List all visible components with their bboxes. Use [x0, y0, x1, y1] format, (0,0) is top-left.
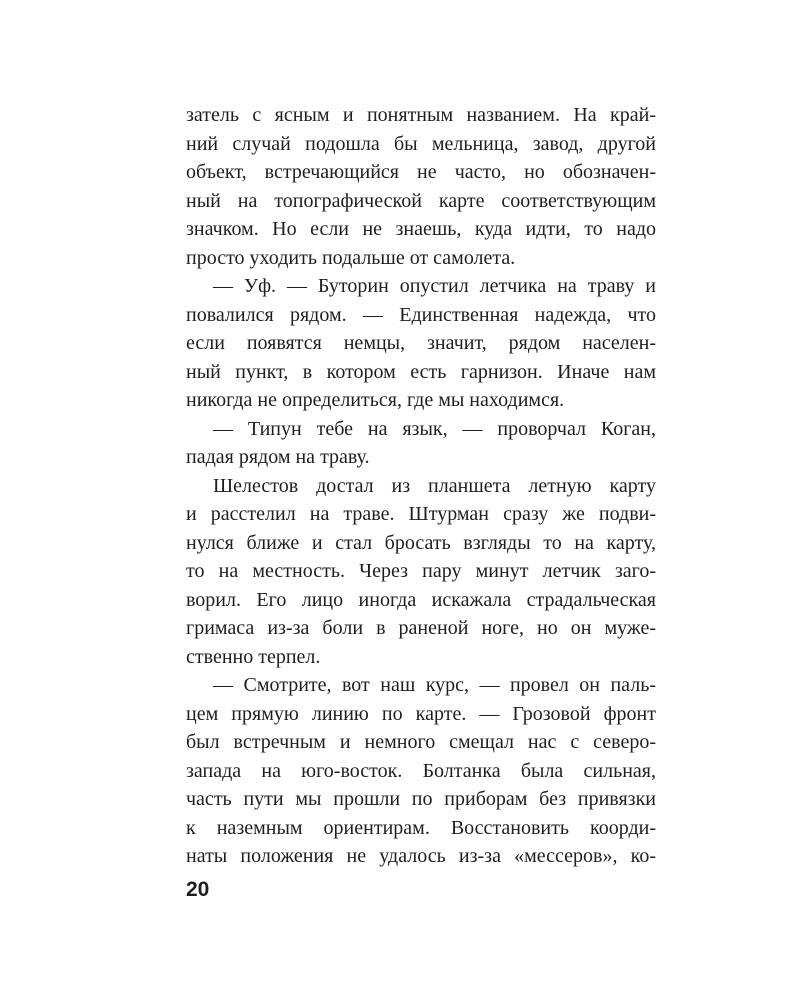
text-line: падая рядом на траву.	[186, 446, 370, 468]
text-line: ственно терпел.	[186, 645, 321, 668]
text-line: то на местность. Через пару минут летчик заго-	[186, 560, 656, 582]
text-line: нулся ближе и стал бросать взгляды то на карту,	[186, 531, 656, 554]
text-line: ворил. Его лицо иногда искажала страдальческая	[186, 588, 656, 611]
page-number: 20	[186, 878, 210, 901]
text-line: к наземным ориентирам. Восстановить коорди-	[186, 816, 656, 839]
text-line: — Типун тебе на язык, — проворчал Коган,	[213, 417, 656, 440]
text-line: ный пункт, в котором есть гарнизон. Иначе нам	[186, 360, 656, 383]
text-line: Шелестов достал из планшета летную карту	[213, 474, 656, 497]
text-line: часть пути мы прошли по приборам без привязки	[186, 788, 656, 810]
text-line: — Смотрите, вот наш курс, — провел он паль-	[213, 674, 656, 696]
text-line: объект, встречающийся не часто, но обозначен-	[186, 161, 656, 183]
text-line: запада на юго-восток. Болтанка была сильная,	[186, 759, 656, 782]
text-line: если появятся немцы, значит, рядом населен-	[186, 332, 656, 354]
text-line: просто уходить подальше от самолета.	[186, 246, 516, 269]
text-line: ный на топографической карте соответствующим	[186, 189, 656, 212]
body-text	[186, 101, 656, 871]
text-line: был встречным и немного смещал нас с северо-	[186, 731, 656, 753]
text-line: наты положения не удалось из-за «мессеров», ко-	[186, 845, 656, 867]
text-line: повалился рядом. — Единственная надежда, что	[186, 303, 656, 326]
text-line: никогда не определиться, где мы находимся.	[186, 389, 565, 411]
text-line: — Уф. — Буторин опустил летчика на траву и	[213, 275, 656, 297]
text-line: затель с ясным и понятным названием. На край-	[186, 104, 656, 126]
text-line: значком. Но если не знаешь, куда идти, то надо	[186, 218, 656, 240]
text-line: цем прямую линию по карте. — Грозовой фронт	[186, 702, 656, 725]
text-line: ний случай подошла бы мельница, завод, другой	[186, 132, 656, 155]
text-line: и расстелил на траве. Штурман сразу же подви-	[186, 503, 656, 525]
text-line: гримаса из-за боли в раненой ноге, но он муже-	[186, 617, 656, 639]
